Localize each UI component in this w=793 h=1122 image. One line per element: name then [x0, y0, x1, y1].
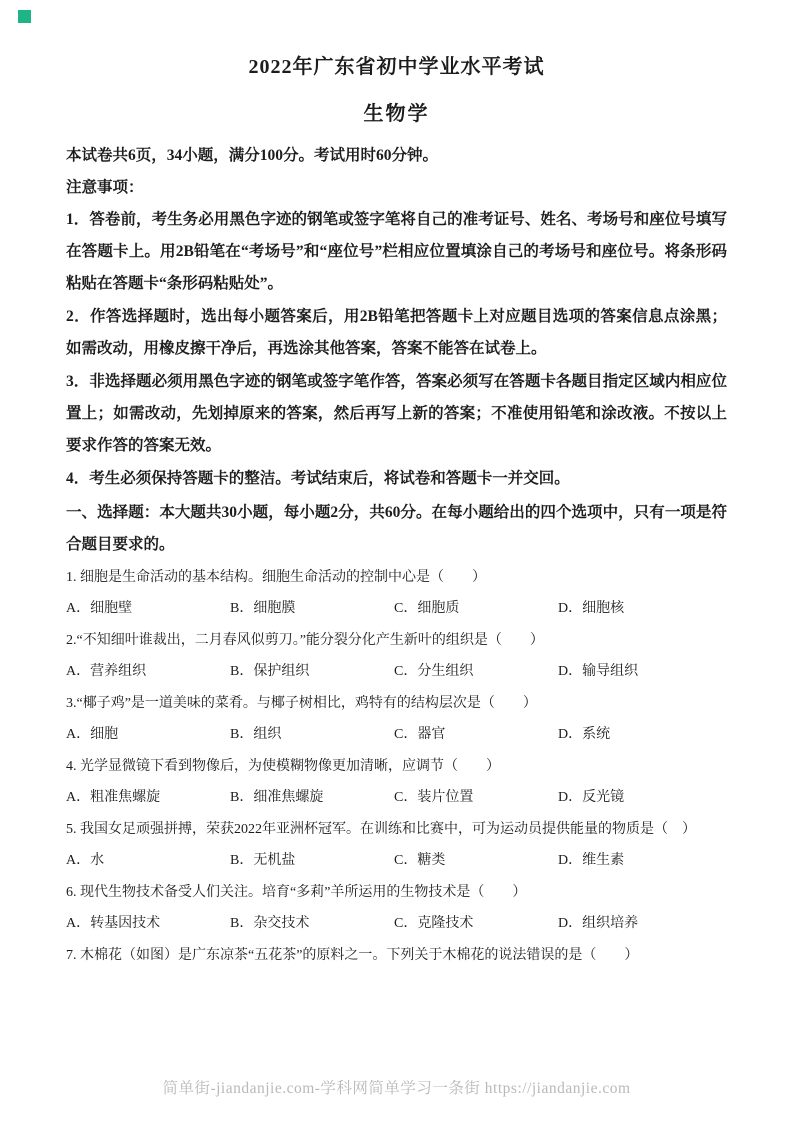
question-2-option-d: D．输导组织	[558, 664, 639, 679]
question-6-option-a: A．转基因技术	[66, 916, 161, 931]
corner-mark	[18, 10, 31, 23]
question-5	[66, 814, 727, 876]
question-4-option-a: A．粗准焦螺旋	[66, 790, 161, 805]
question-1-option-d: D．细胞核	[558, 601, 625, 616]
question-5-option-d: D．维生素	[558, 853, 625, 868]
question-2-option-b: B．保护组织	[230, 664, 310, 679]
question-4-stem: 4. 光学显微镜下看到物像后，为使模糊物像更加清晰，应调节（ ）	[66, 759, 500, 774]
question-4-option-b: B．细准焦螺旋	[230, 790, 324, 805]
question-1-option-b: B．细胞膜	[230, 601, 296, 616]
note-item-2: 2．作答选择题时，选出每小题答案后，用2B铅笔把答题卡上对应题目选项的答案信息点涂黑；如需改动，用橡皮擦干净后，再选涂其他答案，答案不能答在试卷上。	[66, 308, 727, 357]
question-2-stem: 2.“不知细叶谁裁出，二月春风似剪刀。”能分裂分化产生新叶的组织是（ ）	[66, 633, 544, 648]
exam-subject: 生物学	[363, 103, 430, 125]
note-item-3: 3．非选择题必须用黑色字迹的钢笔或签字笔作答，答案必须写在答题卡各题目指定区域内相应位置上；如需改动，先划掉原来的答案，然后再写上新的答案；不准使用铅笔和涂改液。不按以上要求作答的答案无效。	[66, 373, 727, 454]
notes-heading: 注意事项：	[66, 179, 144, 196]
question-5-stem: 5. 我国女足顽强拼搏，荣获2022年亚洲杯冠军。在训练和比赛中，可为运动员提供能量的物质是（ ）	[66, 822, 696, 837]
question-6-stem: 6. 现代生物技术备受人们关注。培育“多莉”羊所运用的生物技术是（ ）	[66, 885, 527, 900]
question-3-stem: 3.“椰子鸡”是一道美味的菜肴。与椰子树相比，鸡特有的结构层次是（ ）	[66, 696, 537, 711]
question-4-option-c: C．装片位置	[394, 790, 474, 805]
question-4	[66, 751, 727, 813]
question-5-option-c: C．糖类	[394, 853, 446, 868]
question-5-options	[66, 845, 727, 876]
question-7	[66, 940, 727, 971]
question-2-options	[66, 656, 727, 687]
question-5-option-a: A．水	[66, 853, 105, 868]
exam-info: 本试卷共6页，34小题，满分100分。考试用时60分钟。	[66, 147, 439, 164]
question-6	[66, 877, 727, 939]
question-2	[66, 625, 727, 687]
question-1-option-c: C．细胞质	[394, 601, 460, 616]
question-3	[66, 688, 727, 750]
question-6-option-b: B．杂交技术	[230, 916, 310, 931]
question-4-option-d: D．反光镜	[558, 790, 625, 805]
note-item-1: 1．答卷前，考生务必用黑色字迹的钢笔或签字笔将自己的准考证号、姓名、考场号和座位号填写在答题卡上。用2B铅笔在“考场号”和“座位号”栏相应位置填涂自己的考场号和座位号。将条形码粘贴在答题卡“条形码粘贴处”。	[66, 211, 727, 292]
question-3-option-b: B．组织	[230, 727, 282, 742]
question-1-stem: 1. 细胞是生命活动的基本结构。细胞生命活动的控制中心是（ ）	[66, 570, 486, 585]
question-5-option-b: B．无机盐	[230, 853, 296, 868]
question-6-option-d: D．组织培养	[558, 916, 639, 931]
question-1-options	[66, 593, 727, 624]
question-1-option-a: A．细胞壁	[66, 601, 133, 616]
question-4-options	[66, 782, 727, 813]
question-1	[66, 562, 727, 624]
question-3-option-c: C．器官	[394, 727, 446, 742]
question-3-option-d: D．系统	[558, 727, 611, 742]
footer-watermark: 简单街-jiandanjie.com-学科网简单学习一条街 https://jiandanjie.com	[162, 1080, 631, 1097]
note-item-4: 4．考生必须保持答题卡的整洁。考试结束后，将试卷和答题卡一并交回。	[66, 470, 570, 487]
question-3-options	[66, 719, 727, 750]
section-heading: 一、选择题：本大题共30小题，每小题2分，共60分。在每小题给出的四个选项中，只有一项是符合题目要求的。	[66, 504, 727, 553]
question-7-stem: 7. 木棉花（如图）是广东凉茶“五花茶”的原料之一。下列关于木棉花的说法错误的是（ ）	[66, 948, 639, 963]
question-6-options	[66, 908, 727, 939]
question-2-option-a: A．营养组织	[66, 664, 147, 679]
question-3-option-a: A．细胞	[66, 727, 119, 742]
exam-title: 2022年广东省初中学业水平考试	[248, 56, 545, 78]
question-6-option-c: C．克隆技术	[394, 916, 474, 931]
question-2-option-c: C．分生组织	[394, 664, 474, 679]
